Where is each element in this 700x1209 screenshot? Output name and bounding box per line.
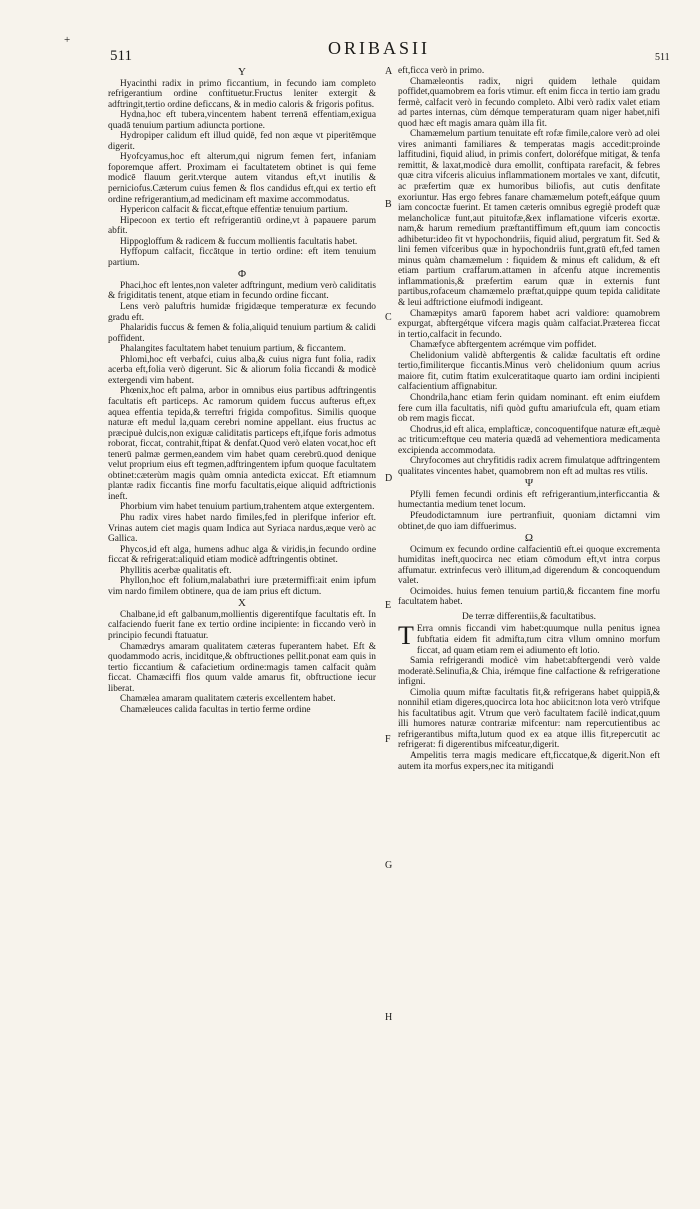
paragraph: Chamædrys amaram qualitatem cæteras fuperantem habet. Eft & quodammodo acris, inciditque,& obftructiones pellit.ponat eam quis in tertio ficcantium & cafacietium ordine:magis tamen calfacit quàm ficcat. Chamæciffi flos quum valde amarus fit, obftructione iecur liberat. [108,641,376,694]
margin-letter-g: G [385,860,393,871]
paragraph: Phorbium vim habet tenuium partium,trahentem atque extergentem. [120,502,375,513]
drop-cap: T [398,621,414,651]
paragraph: Phœnix,hoc eft palma, arbor in omnibus eius partibus adftringentis facultatis eft particeps. Ac ramorum quidem fuccus aufterus eft,ex aquea effentia tepida,& terreftri frigida compofitus. Similis quoque naturæ eft medul la,quam cerebri nomine appellant. eius fructus ac præcipuè dulcis,non exiguæ caliditatis particeps eft,ifque foris admotus roborat, ficcat, contrahit,ftipat & denfat.Quod verò elaten vocat,hoc eft tenerū palmæ germen,eandem vim habet quam cerebrū.quod denique velut proprium eius eft tegmen,adftringentem ipfum quoque facultatem obtinet:cæterùm magis quàm omnia antedicta exiccat. Eft etiamnum plantæ radix ficcantis fine morfu facultatis,eique aliquid adftrictionis ineft. [108,386,376,502]
section-letter: X [238,597,246,610]
paragraph: Phu radix vires habet nardo fimiles,fed in plerifque inferior eft. Vrinas autem ciet magis quam Indica aut Syriaca nardus,æque verò ac Gallica. [108,512,376,545]
corner-mark: + [64,34,71,46]
paragraph: Phalangites facultatem habet tenuium partium, & ficcantem. [120,344,346,355]
paragraph: Chamæpitys amarū faporem habet acri valdiore: quamobrem expurgat, abftergétque vifcera magis quàm calfaciat.Præterea ficcat in tertio,calfacit in fecundo. [398,308,660,340]
paragraph: Chamæfyce abftergentem acrémque vim poffidet. [410,340,597,351]
paragraph: Phyllitis acerbæ qualitatis eft. [120,565,232,576]
section-letter: Y [238,66,246,78]
paragraph: Phaci,hoc eft lentes,non valeter adftringunt, medium verò caliditatis & frigiditatis tenent, atque etiam in fecundo ordine ficcant. [108,280,376,302]
paragraph: Chryfocomes aut chryfitidis radix acrem fimulatque adftringentem qualitates vincentes habet, quamobrem non eft ad multas res vtilis. [398,456,660,477]
right-text-column [398,66,660,772]
margin-letter-c: C [385,312,392,323]
paragraph: Hyofcyamus,hoc eft alterum,qui nigrum femen fert, infaniam foporemque affert. Proximam ei facultatetem obtinet is qui feme modicē flauum gerit.vterque autem vitandus eft,vt inutilis & perniciofus.Cæterum cuius femen & flos candidus eft,qui ex tertio eft ordine refrigerantium,ad medicinam eft maxime accommodatus. [108,152,376,205]
section-letter: Ω [524,532,534,545]
paragraph: Hyacinthi radix in primo ficcantium, in fecundo iam completo refrigerantium ordine conftituetur.Fructus leniter extergit & adftringit,tertio ordine deficcans, & in medio caloris & frigoris pofitus. [108,78,376,110]
paragraph-dropcap [398,621,660,656]
paragraph: Ocimum ex fecundo ordine calfacientiū eft.ei quoque excrementa humiditas ineft,quocirca nec etiam cōmodum eft,vt intra corpus affumatur. extrinfecus verò illitum,ad digerendum & concoquendum valet. [398,544,660,587]
paragraph: Chelidonium validè abftergentis & calidæ facultatis eft ordine tertio,fimiliterque ficcantis.Minus verò chelidonium quum acrius maiore fit, cutim ftatim exulceratitaque quarto iam ordini incipienti calfacientium affignabitur. [398,350,660,393]
paragraph: Lens verò paluftris humidæ frigidæque temperaturæ ex fecundo gradu eft. [108,302,376,323]
paragraph-text: Erra omnis ficcandi vim habet:quumque nulla penitus ignea fubftatia eidem fit admifta,tum citra vllum omnino morfum ficcat, ad quam etiam rem ei adiumento eft lotio. [416,624,660,656]
page-number: 511 [110,48,132,64]
paragraph: Cimolia quum miftæ facultatis fit,& refrigerans habet quippiā,& nonnihil etiam digeres,quocirca lota hoc abiicit:non lota verò vtrifque his facultatibus agit. Vtrum que verò facultatem facilè indicat,quum illi humores naturæ contrariæ mifcentur: nam repercutientibus ac refrigerantibus mifta,lutum quod ex ea atque illis fit,repercutit ac refrigerat: fi digerentibus mifceatur,digerit. [398,687,660,751]
paragraph: Hydna,hoc eft tubera,vincentem habent terrenā effentiam,exigua quadā tenuium partium adiuncta portione. [108,110,376,131]
paragraph: Ampelitis terra magis medicare eft,ficcatque,& digerit.Non eft autem ita morfus expers,nec ita mitigandi [398,751,660,772]
paragraph: Pfeudodictamnum iure pertranfiuit, quoniam dictamni vim obtinet,de quo iam diffuerimus. [398,510,660,532]
page-mark: 511 [655,52,670,63]
paragraph: Hipecoon ex tertio eft refrigerantiū ordine,vt à papauere parum abfit. [108,215,376,237]
paragraph: Hippogloffum & radicem & fuccum mollientis facultatis habet. [120,236,358,247]
margin-letter-f: F [385,734,391,745]
paragraph: Chamæleuces calida facultas in tertio ferme ordine [120,704,311,715]
paragraph: Chamæleontis radix, nigri quidem lethale quidam poffidet,quamobrem ea foris vtimur. eft enim ficca in tertio iam gradu fermè, calfacit verò in fecundo completo. Albi verò radix valet etiam ad partes internas, cùm démque temperaturam quam niger habet,nifi quod hæc eft magis amara quàm illa fit. [398,76,660,129]
paragraph: Phyllon,hoc eft folium,malabathri iure prætermiffi:ait enim ipfum vim nardo fimilem obtinere, qua de iam prius eft dictum. [108,576,376,597]
paragraph: Ocimoides. huius femen tenuium partiū,& ficcantem fine morfu facultatem habet. [398,586,660,608]
paragraph: Hydropiper calidum eft illud quidē, fed non æque vt piperitēmque digerit. [108,131,376,152]
paragraph: Chodrus,id eft alica, emplafticæ, concoquentifque naturæ eft,æquè ac triticum:eftque ceu materia quædā ad vehementiora medicamenta excipienda accommodata. [398,424,660,456]
paragraph: Chondrila,hanc etiam ferin quidam nominant. eft enim eiufdem fere cum illa facultatis, nifi quòd guftu amariufcula eft, quam etiam ob rem magis ficcat. [398,392,660,425]
paragraph: Pfylli femen fecundi ordinis eft refrigerantium,interficcantia & humectantia medium tenet locum. [398,489,660,511]
section-letter: Ψ [524,477,534,490]
margin-letter-a: A [385,66,393,77]
paragraph: Hypericon calfacit & ficcat,eftque effentiæ tenuium partium. [120,205,348,216]
paragraph: Samia refrigerandi modicè vim habet:abftergendi verò valde moderatè.Selinufia,& Chia, irémque fine calfactione & refrigeratione infigni. [398,656,660,688]
margin-letter-d: D [385,473,393,484]
margin-letter-b: B [385,199,392,210]
paragraph: Chamælea amaram qualitatem cæteris excellentem habet. [120,694,336,705]
paragraph-continuation: eft,ficca verò in primo. [398,66,485,76]
running-title: ORIBASII [328,38,431,58]
paragraph: Phlomi,hoc eft verbafci, cuius alba,& cuius nigra funt folia, radix acerba eft,folia verò digerunt. Sic & aliorum folia ficcandi & modicè extergendi vim habent. [108,354,376,386]
paragraph: Hyffopum calfacit, ficcātque in tertio ordine: eft item tenuium partium. [108,247,376,268]
margin-letter-h: H [385,1012,393,1023]
section-heading: De terræ differentiis,& facultatibus. [462,611,596,622]
margin-letter-e: E [385,600,392,611]
section-letter: Φ [237,268,247,281]
left-text-column [108,66,376,715]
paragraph: Chalbane,id eft galbanum,mollientis digerentifque facultatis eft. In calfaciendo fuerit fane ex tertio ordine incipiente: in ficcando verò in principio fecundi ftatuatur. [108,609,376,641]
paragraph: Phalaridis fuccus & femen & folia,aliquid tenuium partium & calidi poffident. [108,323,376,344]
paragraph: Chamæmelum partium tenuitate eft rofæ fimile,calore verò ad olei vires animanti familiares & temperatas magis accedit:proinde laffitudini, fiquid aliud, in primis confert, doloréfque mitigat, & tenfa remittit, & laxat,modicè dura emollit, conftipata rarefacit, & febres quæ citra vifceris alicuius inflammationem mortales ve xant, difcutit, ac præfertim quæ ex humoribus biliofis, aut cutis denfitate exoriuntur. Has ergo febres fanare chamæmelum poteft,eáfque quum iam concoctæ fuerint. Et tamen cæteris omnibus egregiè prodeft quæ melancholicæ funt,aut pituitofæ,&ex inflamatione vifceris exortæ. nam,& harum remedium præftantiffimum eft,quum iam concoctis adhibetur:ideo fit vt hypochondriis, fiquid aliud, pergratum fit. Sed & lini femen vifceribus quæ in hypochondriis funt,gratū eft,fed tamen minus quàm chamæmelum : fiquidem & minus eft calidum, & eft etiam partium craffarum.attamen in afcenfu atque incrementis inflammationis,& præfertim earum quæ in externis funt partibus,rofaceum chamæmelo præftat,quippe quum tepida caliditate & leui adftrictione eiufmodi indigeant. [398,129,660,309]
paragraph: Phycos,id eft alga, humens adhuc alga & viridis,in fecundo ordine ficcat & refrigerat:aliquid etiam modicè adftringentis obtinet. [108,544,376,566]
